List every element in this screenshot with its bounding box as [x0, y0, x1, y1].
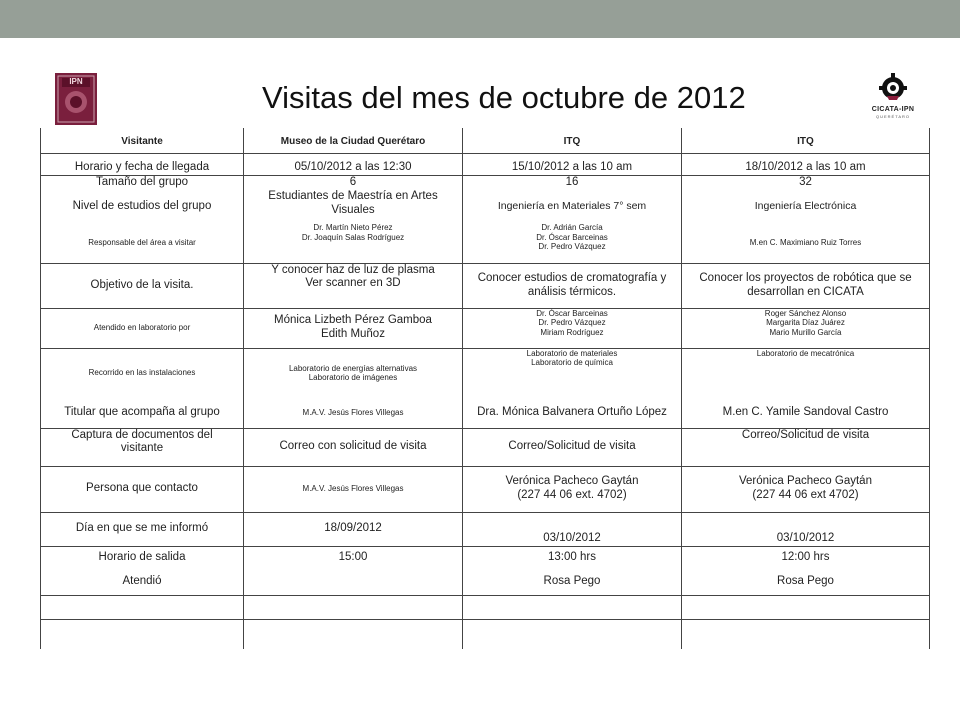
cicata-logo	[866, 72, 920, 124]
row-label-cell: Titular que acompaña al grupo	[41, 398, 244, 428]
table-cell	[244, 619, 463, 649]
table-row	[41, 398, 930, 428]
table-cell	[244, 570, 463, 595]
table-cell	[682, 595, 930, 619]
table-cell: Dr. Óscar Barceinas Dr. Pedro Vázquez Miriam Rodríguez	[463, 308, 682, 348]
table-cell: Verónica Pacheco Gaytán (227 44 06 ext 4702)	[682, 466, 930, 512]
table-row	[41, 570, 930, 595]
table-cell: M.en C. Yamile Sandoval Castro	[682, 398, 930, 428]
table-cell: Dr. Adrián García Dr. Óscar Barceinas Dr. Pedro Vázquez	[463, 223, 682, 263]
row-label-cell	[41, 619, 244, 649]
table-cell: 18/10/2012 a las 10 am	[682, 153, 930, 175]
table-cell	[463, 619, 682, 649]
table-cell: 03/10/2012	[463, 512, 682, 546]
column-header: Museo de la Ciudad Querétaro	[244, 128, 463, 153]
table-cell: 15:00	[244, 546, 463, 570]
table-row	[41, 546, 930, 570]
table-cell: Ingeniería Electrónica	[682, 190, 930, 223]
ipn-logo	[54, 72, 98, 126]
row-label-cell: Horario de salida	[41, 546, 244, 570]
header-row	[41, 128, 930, 153]
table-cell: Laboratorio de mecatrónica	[682, 348, 930, 398]
table-cell	[682, 619, 930, 649]
row-label-cell: Persona que contacto	[41, 466, 244, 512]
table-row	[41, 175, 930, 190]
cicata-logo-subtext: QUERÉTARO	[875, 114, 911, 119]
table-row	[41, 348, 930, 398]
page-title: Visitas del mes de octubre de 2012	[262, 80, 746, 115]
table-cell: 05/10/2012 a las 12:30	[244, 153, 463, 175]
table-cell: Rosa Pego	[463, 570, 682, 595]
table-cell: 12:00 hrs	[682, 546, 930, 570]
table-row	[41, 595, 930, 619]
table-cell: 16	[463, 175, 682, 190]
visits-table	[40, 128, 930, 649]
table-cell: Conocer los proyectos de robótica que se desarrollan en CICATA	[682, 263, 930, 308]
row-label-cell: Día en que se me informó	[41, 512, 244, 546]
row-label-cell: Horario y fecha de llegada	[41, 153, 244, 175]
column-header: ITQ	[463, 128, 682, 153]
row-label-cell: Atendido en laboratorio por	[41, 308, 244, 348]
cicata-logo-text: CICATA-IPN	[871, 106, 915, 113]
table-cell: Verónica Pacheco Gaytán (227 44 06 ext. 4702)	[463, 466, 682, 512]
top-bar	[0, 0, 960, 38]
table-cell: Roger Sánchez Alonso Margarita Díaz Juárez Mario Murillo García	[682, 308, 930, 348]
table-row	[41, 223, 930, 263]
table-cell: 6	[244, 175, 463, 190]
table-cell: Mónica Lizbeth Pérez Gamboa Edith Muñoz	[244, 308, 463, 348]
table-cell: M.A.V. Jesús Flores Villegas	[244, 466, 463, 512]
table-cell: Conocer estudios de cromatografía y análisis térmicos.	[463, 263, 682, 308]
row-label-cell: Responsable del área a visitar	[41, 223, 244, 263]
table-row	[41, 153, 930, 175]
table-cell: Correo con solicitud de visita	[244, 428, 463, 466]
row-label-cell: Nivel de estudios del grupo	[41, 190, 244, 223]
table-cell	[463, 595, 682, 619]
table-cell: Dra. Mónica Balvanera Ortuño López	[463, 398, 682, 428]
table-cell: Correo/Solicitud de visita	[682, 428, 930, 466]
table-cell: 03/10/2012	[682, 512, 930, 546]
table-row	[41, 428, 930, 466]
table-cell: Laboratorio de energías alternativas Laboratorio de imágenes	[244, 348, 463, 398]
column-header: ITQ	[682, 128, 930, 153]
table-cell: Laboratorio de materiales Laboratorio de química	[463, 348, 682, 398]
table-cell: Y conocer haz de luz de plasma Ver scanner en 3D	[244, 263, 463, 308]
column-header: Visitante	[41, 128, 244, 153]
row-label-cell	[41, 595, 244, 619]
table-cell: Rosa Pego	[682, 570, 930, 595]
row-label-cell: Recorrido en las instalaciones	[41, 348, 244, 398]
table-cell: 15/10/2012 a las 10 am	[463, 153, 682, 175]
table-cell	[244, 595, 463, 619]
ipn-logo-text: IPN	[69, 77, 83, 86]
row-label-cell: Tamaño del grupo	[41, 175, 244, 190]
table-cell: Ingeniería en Materiales 7° sem	[463, 190, 682, 223]
table-cell: Dr. Martín Nieto Pérez Dr. Joaquín Salas Rodríguez	[244, 223, 463, 263]
row-label-cell: Captura de documentos del visitante	[41, 428, 244, 466]
table-row	[41, 466, 930, 512]
table-cell: Estudiantes de Maestría en Artes Visuales	[244, 190, 463, 223]
table-row	[41, 619, 930, 649]
table-cell: M.en C. Maximiano Ruiz Torres	[682, 223, 930, 263]
table-cell: Correo/Solicitud de visita	[463, 428, 682, 466]
table-cell: 32	[682, 175, 930, 190]
row-label-cell: Objetivo de la visita.	[41, 263, 244, 308]
table-row	[41, 263, 930, 308]
table-row	[41, 512, 930, 546]
row-label-cell: Atendió	[41, 570, 244, 595]
table-cell: 13:00 hrs	[463, 546, 682, 570]
table-cell: 18/09/2012	[244, 512, 463, 546]
table-cell: M.A.V. Jesús Flores Villegas	[244, 398, 463, 428]
table-row	[41, 308, 930, 348]
table-row	[41, 190, 930, 223]
